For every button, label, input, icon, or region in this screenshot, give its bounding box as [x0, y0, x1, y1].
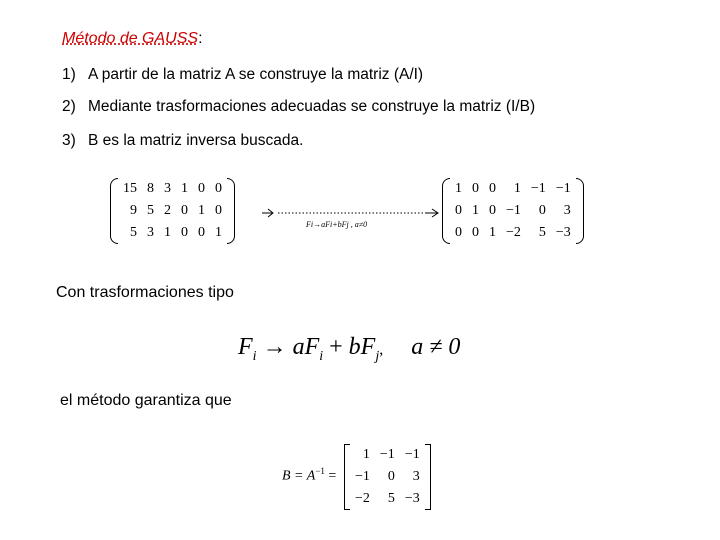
formula-arrow: →: [262, 334, 287, 360]
matrix-cell: 8: [147, 181, 154, 196]
matrix-cell: 0: [198, 225, 205, 240]
matrix-cell: 0: [198, 181, 205, 196]
matrix-left-table: [118, 178, 227, 244]
step-2: [62, 98, 535, 116]
title-main: Método de GAUSS: [62, 30, 199, 47]
matrix-row: [350, 444, 425, 466]
matrix-cell: 1: [181, 181, 188, 196]
step-text: B es la matriz inversa buscada.: [88, 132, 304, 149]
matrix-row: [118, 222, 227, 244]
matrix-cell: −1: [355, 469, 370, 484]
step-1: [62, 66, 423, 84]
matrix-cell: −2: [506, 225, 521, 240]
matrix-cell: 0: [181, 203, 188, 218]
right-paren: [576, 178, 584, 244]
garantiza-text: el método garantiza que: [60, 392, 232, 409]
result-matrix-table: [350, 444, 425, 510]
step-3: [62, 132, 303, 150]
matrix-row: [350, 488, 425, 510]
page-title: [62, 30, 203, 48]
matrix-cell: 2: [164, 203, 171, 218]
matrix-cell: 1: [362, 447, 370, 462]
formula-a: aF: [292, 334, 320, 360]
matrix-row: [450, 178, 576, 200]
result-eq: =: [328, 468, 337, 484]
matrix-cell: 5: [538, 225, 546, 240]
matrix-row: [118, 200, 227, 222]
matrix-cell: 0: [387, 469, 395, 484]
matrix-cell: −1: [555, 181, 571, 196]
matrix-row: [118, 178, 227, 200]
result-lhs: [282, 466, 336, 485]
matrix-cell: 0: [181, 225, 188, 240]
matrix-cell: 1: [455, 181, 462, 196]
con-text: Con trasformaciones tipo: [56, 284, 234, 301]
left-paren: [442, 178, 450, 244]
matrix-cell: 1: [489, 225, 496, 240]
matrix-cell: 1: [198, 203, 205, 218]
title-suffix: :: [198, 30, 203, 47]
right-bracket: [425, 444, 431, 510]
matrix-cell: 1: [472, 203, 479, 218]
matrix-cell: 5: [147, 203, 154, 218]
matrix-cell: 0: [215, 181, 222, 196]
matrix-right: [442, 178, 584, 244]
step-number: 3): [62, 132, 76, 149]
transform-arrow: [258, 200, 448, 236]
matrix-row: [450, 222, 576, 244]
matrix-cell: 0: [489, 203, 496, 218]
formula-a-sub: i: [319, 348, 324, 364]
matrix-cell: 0: [215, 203, 222, 218]
matrix-left: [110, 178, 235, 244]
matrix-cell: 1: [513, 181, 521, 196]
matrix-row: [450, 200, 576, 222]
right-paren: [227, 178, 235, 244]
matrix-cell: 5: [130, 225, 137, 240]
formula-lhs-sub: i: [252, 348, 257, 364]
formula-condition: a ≠ 0: [411, 334, 461, 360]
matrix-cell: 5: [387, 491, 395, 506]
result-sup: −1: [315, 466, 325, 476]
matrix-cell: 1: [164, 225, 171, 240]
arrow-label: Fi→aFi+bFj , a≠0: [306, 220, 368, 229]
matrix-cell: −1: [530, 181, 546, 196]
matrix-cell: 15: [123, 181, 137, 196]
matrix-cell: 3: [147, 225, 154, 240]
formula-lhs: F: [238, 334, 253, 360]
left-bracket: [344, 444, 350, 510]
matrix-cell: 0: [472, 225, 479, 240]
matrix-cell: −1: [506, 203, 521, 218]
matrix-right-table: [450, 178, 576, 244]
matrix-cell: 0: [472, 181, 479, 196]
matrix-cell: 0: [489, 181, 496, 196]
matrix-cell: 0: [455, 203, 462, 218]
step-number: 1): [62, 66, 76, 83]
matrix-cell: 0: [538, 203, 546, 218]
matrix-cell: −3: [404, 491, 420, 506]
formula-comma: ,: [379, 341, 384, 358]
left-paren: [110, 178, 118, 244]
transform-formula: [238, 334, 460, 365]
matrix-cell: −3: [555, 225, 571, 240]
formula-b: bF: [348, 334, 376, 360]
step-number: 2): [62, 98, 76, 115]
result-lhs-text: B = A: [282, 468, 316, 484]
step-text: Mediante trasformaciones adecuadas se construye la matriz (I/B): [88, 98, 536, 115]
matrix-cell: 3: [412, 469, 420, 484]
matrix-cell: 9: [130, 203, 137, 218]
result-matrix: [344, 444, 431, 510]
matrix-cell: 3: [164, 181, 171, 196]
formula-b-sub: j: [375, 348, 380, 364]
matrix-cell: 3: [563, 203, 571, 218]
matrix-cell: −2: [355, 491, 370, 506]
matrix-cell: −1: [404, 447, 420, 462]
matrix-cell: 1: [215, 225, 222, 240]
step-text: A partir de la matriz A se construye la matriz (A/I): [88, 66, 424, 83]
matrix-row: [350, 466, 425, 488]
formula-plus: +: [323, 334, 349, 360]
matrix-cell: −1: [379, 447, 395, 462]
matrix-cell: 0: [455, 225, 462, 240]
